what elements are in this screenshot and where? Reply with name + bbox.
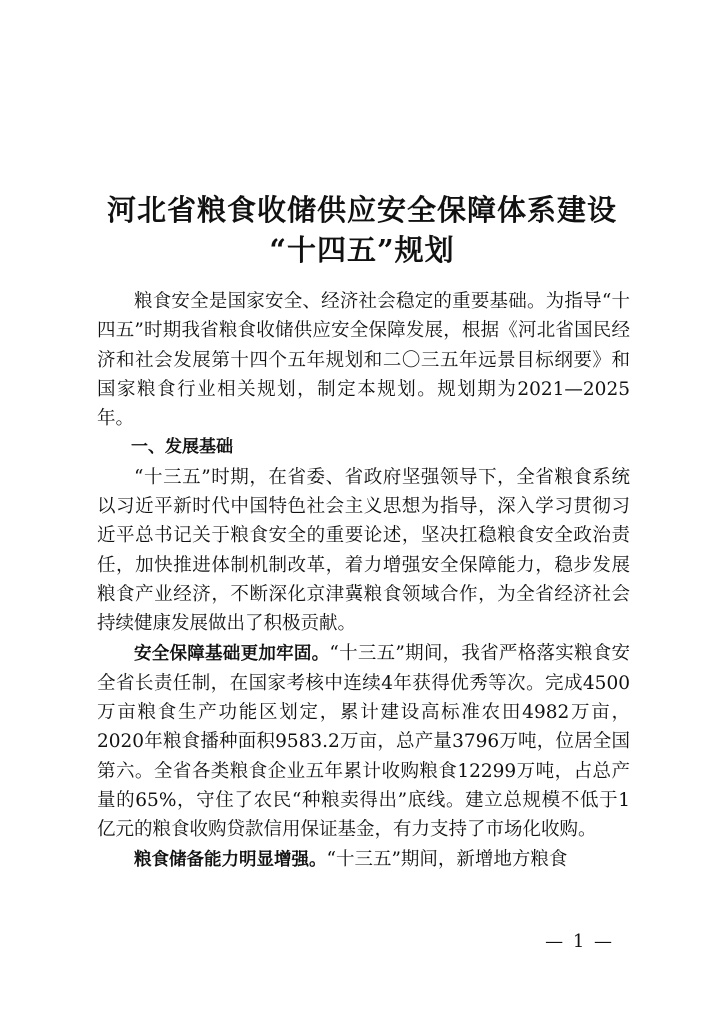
section-heading: 一、发展基础 bbox=[131, 437, 233, 458]
intro-paragraph: 粮食安全是国家安全、经济社会稳定的重要基础。为指导“十四五”时期我省粮食收储供应安全保障发展，根据《河北省国民经济和社会发展第十四个五年规划和二〇三五年远景目标纲要》和国家粮食行业相关规划，制定本规划。规划期为2021—2025年。 bbox=[97, 291, 630, 430]
document-title-line-2: “十四五”规划 bbox=[269, 233, 455, 267]
document-body bbox=[97, 287, 630, 875]
document-title-line-1: 河北省粮食收储供应安全保障体系建设 bbox=[106, 193, 617, 227]
paragraph-text: “十三五”期间，新增地方粮食 bbox=[326, 848, 568, 870]
section-paragraph bbox=[97, 639, 630, 845]
paragraph-text: “十三五”期间，我省严格落实粮食安全省长责任制，在国家考核中连续4年获得优秀等次。完成4500万亩粮食生产功能区划定，累计建设高标准农田4982万亩，2020年粮食播种面积9583.2万亩，总产量3796万吨，位居全国第六。全省各类粮食企业五年累计收购粮食12299万吨，占总产量的65%，守住了农民“种粮卖得出”底线。建立总规模不低于1亿元的粮食收购贷款信用保证基金，有力支持了市场化收购。 bbox=[97, 642, 631, 841]
paragraph-lead: 粮食储备能力明显增强。 bbox=[134, 849, 327, 870]
page-number: — 1 — bbox=[545, 931, 614, 952]
section-paragraph: “十三五”时期，在省委、省政府坚强领导下，全省粮食系统以习近平新时代中国特色社会主义思想为指导，深入学习贯彻习近平总书记关于粮食安全的重要论述，坚决扛稳粮食安全政治责任，加快推进体制机制改革，着力增强安全保障能力，稳步发展粮食产业经济，不断深化京津冀粮食领域合作，为全省经济社会持续健康发展做出了积极贡献。 bbox=[97, 466, 630, 635]
paragraph-lead: 安全保障基础更加牢固。 bbox=[134, 643, 330, 664]
section-paragraph bbox=[97, 845, 630, 875]
